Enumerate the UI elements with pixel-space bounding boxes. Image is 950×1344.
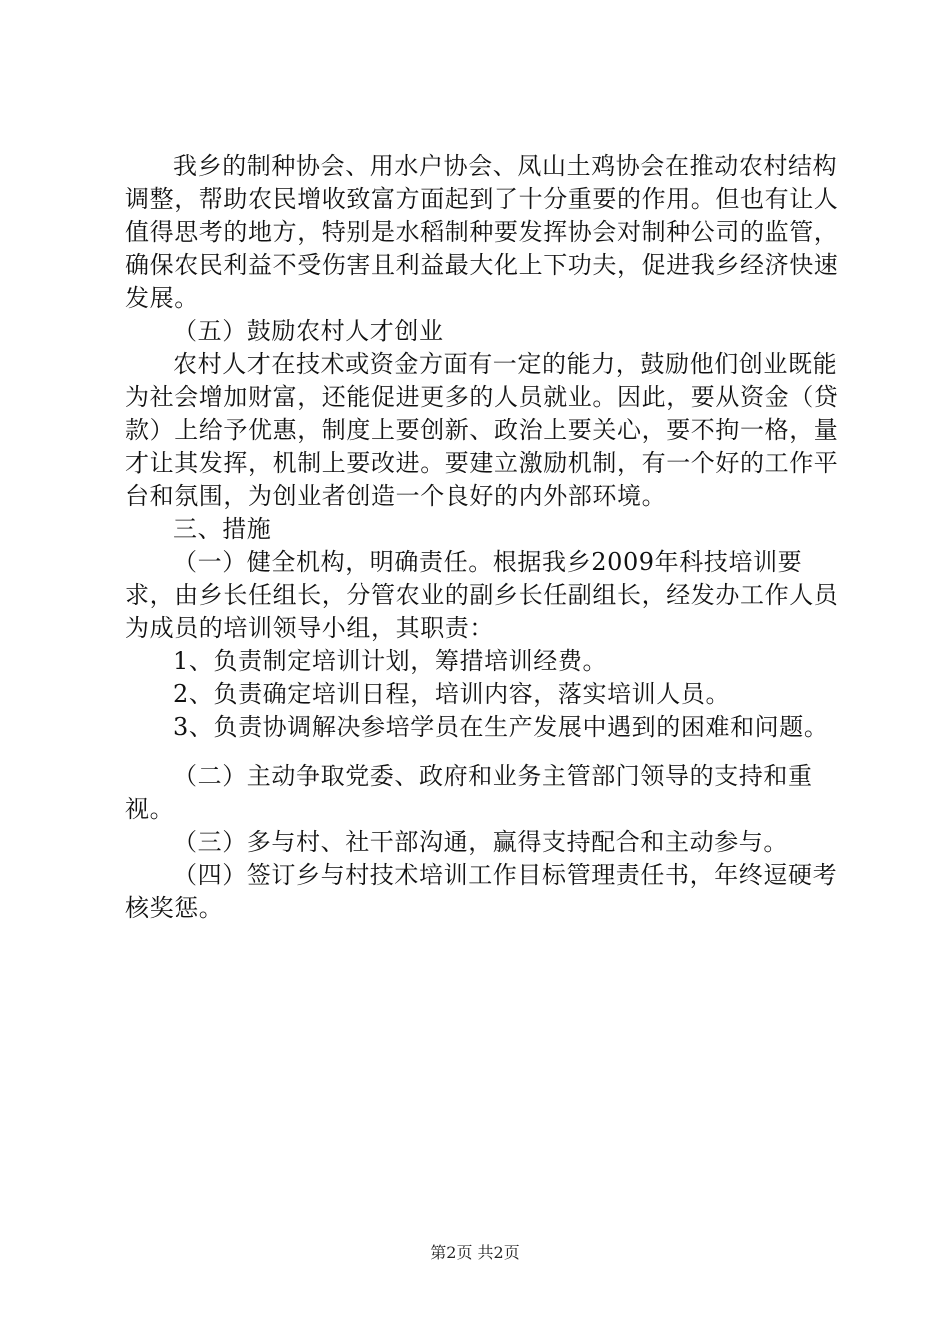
list-item-duty-3: 3、负责协调解决参培学员在生产发展中遇到的困难和问题。 [173, 713, 829, 741]
heading-encourage-talent: （五）鼓励农村人才创业 [173, 317, 444, 345]
paragraph-support: （二）主动争取党委、政府和业务主管部门领导的支持和重视。 [125, 762, 813, 823]
heading-measures: 三、措施 [173, 515, 272, 543]
list-item-duty-2: 2、负责确定培训日程，培训内容，落实培训人员。 [173, 680, 731, 708]
paragraph-talent-entrepreneurship: 农村人才在技术或资金方面有一定的能力，鼓励他们创业既能为社会增加财富，还能促进更多的人员就业。因此，要从资金（贷款）上给予优惠，制度上要创新、政治上要关心，要不拘一格，量才让其发挥，机制上要改进。要建立激励机制，有一个好的工作平台和氛围，为创业者创造一个良好的内外部环境。 [125, 350, 839, 510]
paragraph-communication: （三）多与村、社干部沟通，赢得支持配合和主动参与。 [173, 828, 788, 856]
document-body [125, 150, 845, 925]
page-number-footer: 第2页 共2页 [430, 1243, 520, 1262]
paragraph-organization: （一）健全机构，明确责任。根据我乡2009年科技培训要求，由乡长任组长，分管农业的副乡长任副组长，经发办工作人员为成员的培训领导小组，其职责： [125, 548, 839, 642]
list-item-duty-1: 1、负责制定培训计划，筹措培训经费。 [173, 647, 608, 675]
paragraph-responsibility-contract: （四）签订乡与村技术培训工作目标管理责任书，年终逗硬考核奖惩。 [125, 861, 838, 922]
paragraph-gap [125, 744, 845, 760]
paragraph-associations: 我乡的制种协会、用水户协会、凤山土鸡协会在推动农村结构调整，帮助农民增收致富方面起到了十分重要的作用。但也有让人值得思考的地方，特别是水稻制种要发挥协会对制种公司的监管，确保农民利益不受伤害且利益最大化上下功夫，促进我乡经济快速发展。 [125, 152, 839, 312]
